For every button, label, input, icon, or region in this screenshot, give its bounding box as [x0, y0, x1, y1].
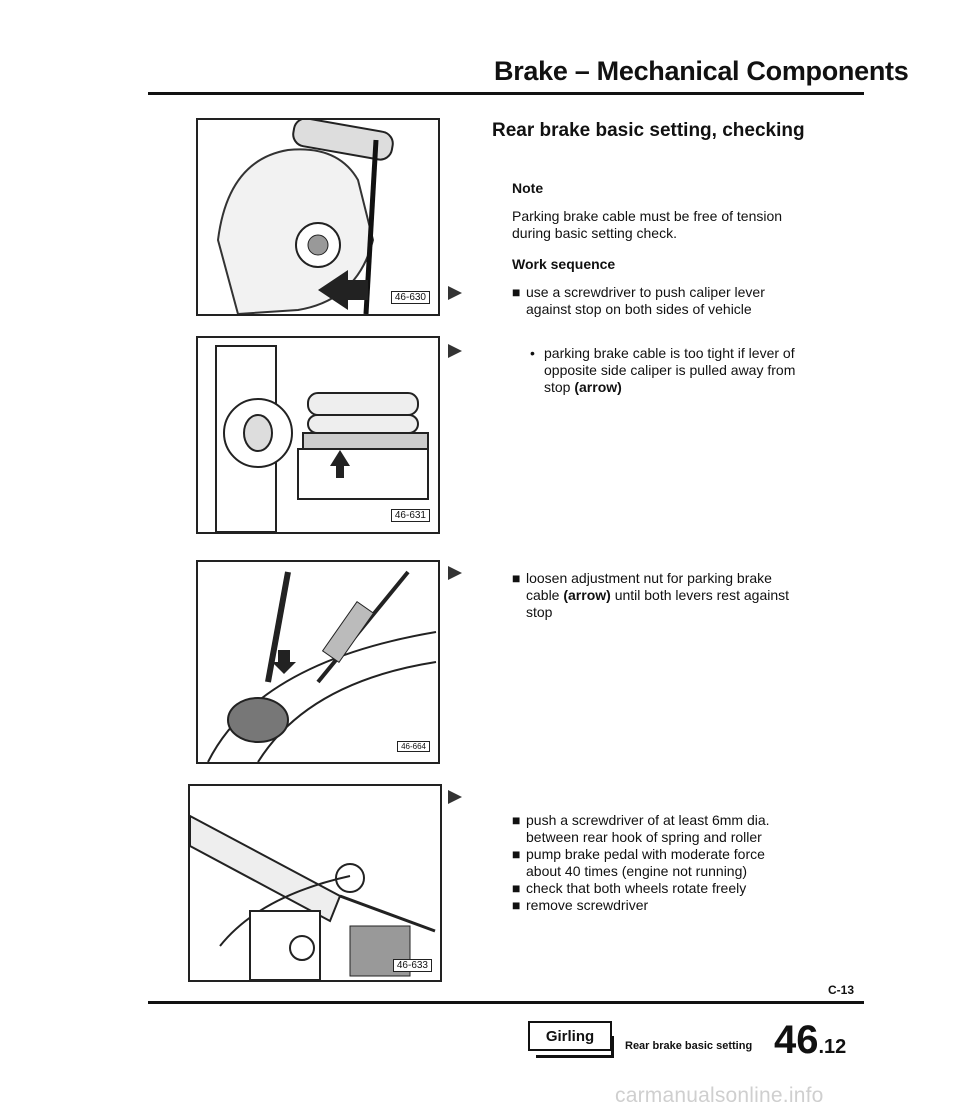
- step-2: [530, 345, 795, 396]
- figure-46-633: [188, 784, 442, 982]
- bullet-icon: ■: [512, 812, 521, 828]
- page-number-sub: .12: [818, 1036, 847, 1058]
- step-text: parking brake cable is too tight if lever of: [544, 345, 795, 361]
- arrow-reference: (arrow): [574, 379, 622, 395]
- section-title: Rear brake basic setting, checking: [492, 120, 805, 141]
- footer-divider: [148, 1001, 864, 1004]
- note-line: during basic setting check.: [512, 225, 677, 241]
- figure-label: 46-631: [391, 509, 430, 522]
- step-text: pump brake pedal with moderate force: [526, 846, 765, 862]
- step-text: remove screwdriver: [526, 897, 649, 913]
- step-text: check that both wheels rotate freely: [526, 880, 747, 896]
- step-text: opposite side caliper is pulled away from: [544, 362, 796, 378]
- pointer-arrow-icon: [448, 790, 462, 804]
- step-text: about 40 times (engine not running): [526, 863, 748, 879]
- bullet-icon: ■: [512, 570, 521, 586]
- arrow-reference: (arrow): [563, 587, 611, 603]
- pointer-arrow-icon: [448, 566, 462, 580]
- note-line: Parking brake cable must be free of tension: [512, 208, 783, 224]
- step-text: between rear hook of spring and roller: [526, 829, 762, 845]
- figure-46-630: [196, 118, 440, 316]
- step-text: against stop on both sides of vehicle: [526, 301, 752, 317]
- figure-label: 46-630: [391, 291, 430, 304]
- bullet-icon: ■: [512, 880, 521, 896]
- brand-box: Girling: [528, 1021, 612, 1051]
- step-text: use a screwdriver to push caliper lever: [526, 284, 765, 300]
- figure-46-631: [196, 336, 440, 534]
- step-text: stop: [544, 379, 575, 395]
- page-number-main: 46: [774, 1018, 819, 1062]
- bullet-icon: ■: [512, 846, 521, 862]
- figure-label: 46-664: [397, 741, 430, 752]
- bullet-icon: •: [530, 345, 535, 361]
- pointer-arrow-icon: [448, 286, 462, 300]
- figure-46-664: [196, 560, 440, 764]
- step-text: stop: [526, 604, 553, 620]
- footer-subtitle: Rear brake basic setting: [625, 1040, 753, 1052]
- step-text: push a screwdriver of at least 6mm dia.: [526, 812, 770, 828]
- figure-label: 46-633: [393, 959, 432, 972]
- note-heading: Note: [512, 180, 544, 196]
- step-list: [512, 812, 770, 914]
- step-3: [512, 570, 789, 621]
- bullet-icon: ■: [512, 897, 521, 913]
- work-sequence-heading: Work sequence: [512, 256, 616, 272]
- page-number: [774, 1020, 846, 1067]
- pointer-arrow-icon: [448, 344, 462, 358]
- step-1: [512, 284, 765, 318]
- step-text: until both levers rest against: [610, 587, 790, 603]
- header-divider: [148, 92, 864, 95]
- page-code: C-13: [828, 983, 855, 997]
- brand-box-shadow: [536, 1055, 614, 1058]
- note-text: [512, 208, 782, 242]
- step-text: cable: [526, 587, 564, 603]
- step-text: loosen adjustment nut for parking brake: [526, 570, 772, 586]
- watermark: carmanualsonline.info: [615, 1084, 824, 1107]
- bullet-icon: ■: [512, 284, 521, 300]
- page-header-title: Brake – Mechanical Components: [494, 56, 909, 86]
